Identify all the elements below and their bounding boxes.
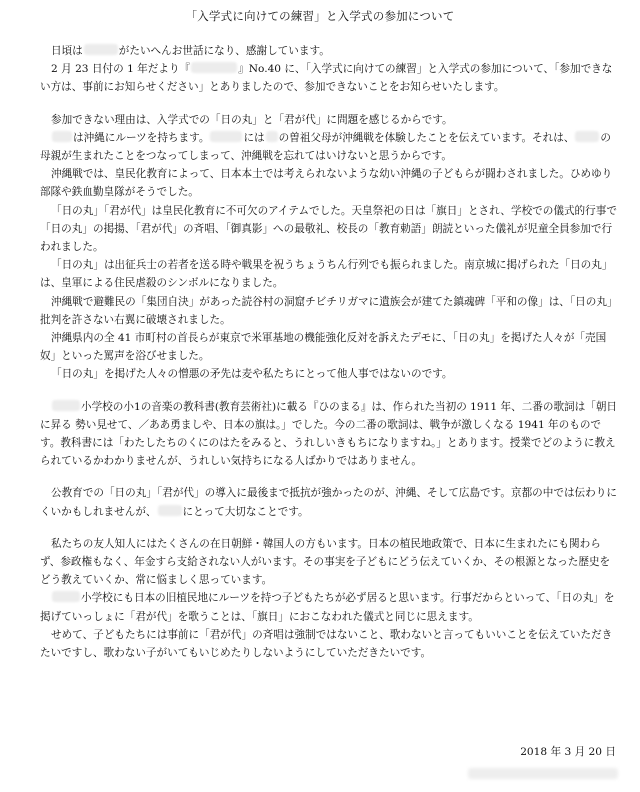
- redacted-child-name: [210, 131, 242, 142]
- roots-text-1: は沖縄にルーツを持ちます。: [73, 131, 210, 144]
- okinawa-battle-paragraph: 沖縄戦では、皇民化教育によって、日本本土では考えられないような幼い沖縄の子どもらが闘わされました。ひめゆり部隊や鉄血勤皇隊がそうでした。: [40, 168, 613, 199]
- zainichi-paragraph: 私たちの友人知人にはたくさんの在日朝鮮・韓国人の方もいます。日本の植民地政策で、日本に生まれたにも関わらず、参政権もなく、年金すら支給されない人がいます。その事実を子どもにどう伝えていくか、その根源となった歴史をどう教えていくか、常に悩ましく思っています。: [40, 537, 611, 587]
- greeting-start: 日頃は: [51, 45, 83, 57]
- letter-date: 2018 年 3 月 20 日: [520, 746, 616, 758]
- roots-text-4: の母親が生まれたことをつなってしまって、沖縄戦を忘れてはいけないと思うからです。: [40, 131, 612, 163]
- colonial-roots-text: 小学校にも日本の旧植民地にルーツを持つ子どもたちが必ず居ると思います。行事だからといって、「日の丸」を掲げていっしょに「君が代」を歌うことは、「旗日」におこなわれた儀式と同じに思えます。: [40, 592, 615, 623]
- redacted-newsletter-name: [191, 62, 237, 73]
- request-paragraph: せめて、子どもたちには事前に「君が代」の斉唱は強制ではないこと、歌わないと言ってもいいことを伝えていただきたいですし、歌わない子がいてもいじめたりしないようにしていただきたいです。: [40, 628, 613, 660]
- flag-war-paragraph: 「日の丸」は出征兵士の若者を送る時や戦果を祝うちょうちん行列でも振られました。南京城に掲げられた「日の丸」は、皇軍による住民虐殺のシンボルになりました。: [40, 259, 613, 290]
- greeting-paragraph: [40, 42, 618, 60]
- roots-text-3: の曽祖父母が沖縄戦を体験したことを伝えています。それは、: [278, 131, 575, 144]
- redacted-relation: [575, 131, 599, 142]
- redacted-school-name: [52, 591, 80, 602]
- public-education-paragraph: [40, 484, 618, 520]
- intro-paragraph: [40, 60, 618, 96]
- redacted-signature: [468, 768, 618, 779]
- redacted-name: [158, 505, 182, 516]
- colonial-roots-paragraph: [40, 589, 618, 625]
- textbook-paragraph: [40, 398, 618, 471]
- greeting-end: がたいへんお世話になり、感謝しています。: [118, 45, 330, 57]
- redacted-school-name: [52, 400, 80, 411]
- roots-text-2: には: [243, 131, 265, 144]
- public-education-text-2: にとって大切なことです。: [182, 505, 309, 518]
- reason-paragraph: 参加できない理由は、入学式での「日の丸」と「君が代」に問題を感じるからです。: [51, 113, 453, 126]
- document-title: 「入学式に向けての練習」と入学式の参加について: [185, 9, 455, 23]
- demonstration-paragraph: 沖縄県内の全 41 市町村の首長らが東京で米軍基地の機能強化反対を訴えたデモに、「日の丸」を掲げた人々が「売国奴」といった罵声を浴びせました。: [40, 332, 607, 363]
- public-education-text-1: 公教育での「日の丸」「君が代」の導入に最後まで抵抗が強かったのが、沖縄、そして広島です。京都の中では伝わりにくいかもしれませんが、: [40, 487, 617, 518]
- textbook-text: 小学校の小1の音楽の教科書(教育芸術社)に載る『ひのまる』は、作られた当初の 1911 年、二番の歌詞は「朝日に昇る 勢い見せて、／ああ勇ましや、日本の旗は。」でした。今の二番の歌詞は、戦争が激しくなる 1941 年のものです。教科書には「わたしたちのくにのはたをみると、うれしいきもちになりますね。」とあります。授業でどのように教えられているかわかりませんが、うれしい気持ちになる人ばかりではありません。: [40, 400, 618, 468]
- imperial-education-paragraph: 「日の丸」「君が代」は皇民化教育に不可欠のアイテムでした。天皇祭祀の日は「旗日」とされ、学校での儀式的行事で「日の丸」の掲揚、「君が代」の斉唱、「御真影」への最敬礼、校長の「教育勅語」朗読といった儀礼が児童全員参加で行われました。: [40, 204, 617, 254]
- intro-start: 2 月 23 日付の 1 年だより『: [51, 63, 191, 76]
- redacted-name: [84, 44, 118, 55]
- memorial-paragraph: 沖縄戦で避難民の「集団自決」があった読谷村の洞窟チビチリガマに遺族会が建てた鎮魂碑「平和の像」は、「日の丸」批判を許さない右翼に破壊されました。: [40, 295, 618, 326]
- redacted-child-name: [52, 131, 72, 142]
- intro-end: 』No.40 に、「入学式に向けての練習」と入学式の参加について、「参加できない方は、事前にお知らせください」とありましたので、参加できないことをお知らせいたします。: [40, 63, 613, 94]
- letter-body: [40, 42, 618, 662]
- redacted-relation: [266, 131, 278, 142]
- roots-paragraph: [40, 129, 618, 165]
- hatred-paragraph: 「日の丸」を掲げた人々の憎悪の矛先は麦や私たちにとって他人事ではないのです。: [51, 368, 453, 381]
